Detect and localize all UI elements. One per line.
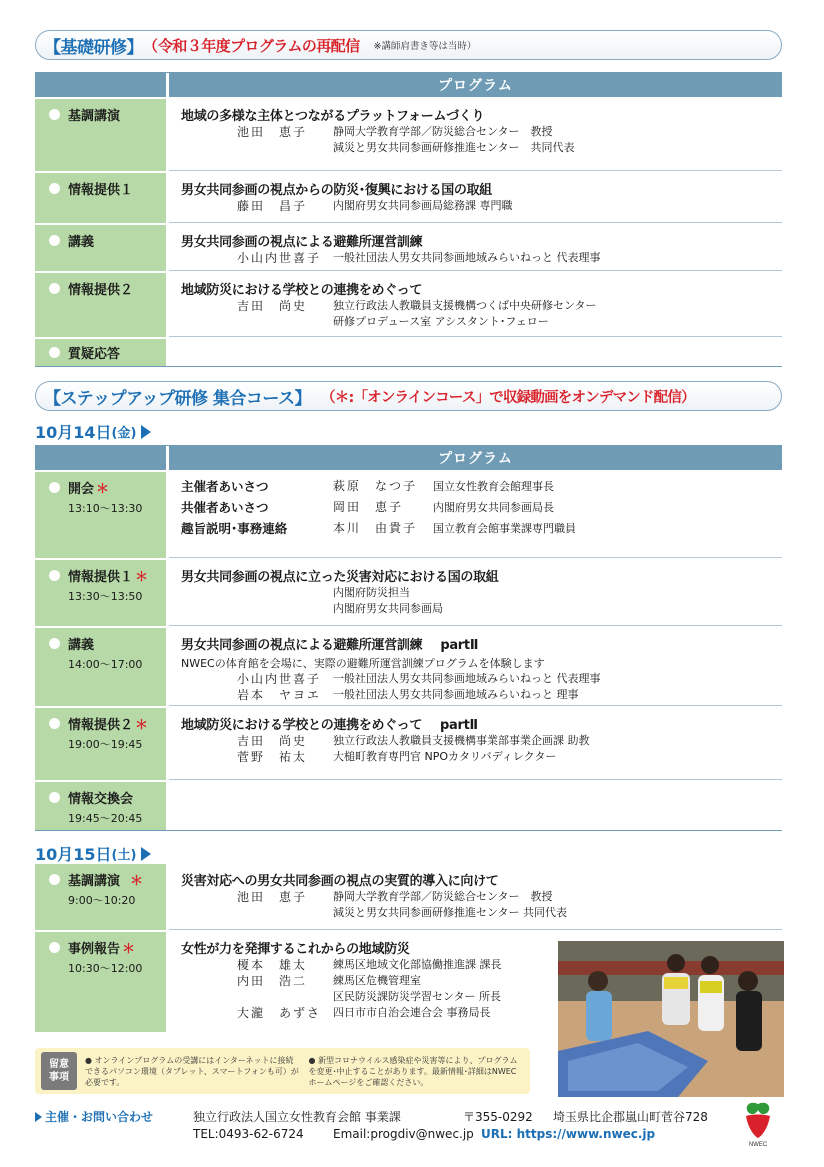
table-row [35, 171, 782, 223]
basic-training-subtitle: 令和３年度プログラムの再配信 [158, 36, 360, 55]
bullet-icon [49, 109, 60, 120]
row-label: 基調講演 [68, 874, 121, 889]
table-row [35, 558, 782, 626]
bullet-icon [49, 792, 60, 803]
asterisk-icon: ＊ [130, 874, 144, 889]
speaker-affiliation: 一般社団法人男女共同参画地域みらいねっと 理事 [333, 688, 579, 701]
speaker-affiliation: 独立行政法人教職員支援機構事業部事業企画課 助教 [333, 734, 590, 747]
speaker-name: 池田 恵子 [237, 125, 308, 139]
date-text: 10月15日 [35, 845, 112, 864]
row-label: 講義 [68, 638, 95, 653]
speaker-affiliation: 国立女性教育会館理事長 [433, 480, 554, 493]
notice-text: ● オンラインプログラムの受講にはインターネットに接続できるパソコン環境（タブレット、スマートフォンも可）が必要です。 [85, 1055, 299, 1087]
speaker-affiliation: 静岡大学教育学部／防災総合センター 教授 [333, 890, 553, 903]
session-title: 男女共同参画の視点に立った災害対応における国の取組 [181, 570, 499, 585]
day1-program-table [35, 445, 782, 831]
table-row [35, 780, 782, 830]
nwec-logo [738, 1098, 778, 1148]
session-title: 地域防災における学校との連携をめぐって [181, 718, 423, 733]
session-time: 19:00～19:45 [68, 738, 143, 751]
table-row [35, 97, 782, 171]
speaker-affiliation: 大槌町教育専門官 NPOカタリバディレクター [333, 750, 557, 763]
speaker-name: 小山内世喜子 [237, 251, 322, 265]
speaker-name: 内田 浩二 [237, 974, 308, 988]
session-time: 19:45～20:45 [68, 812, 143, 825]
speaker-affiliation: 四日市市自治会連合会 事務局長 [333, 1006, 491, 1019]
arrow-right-icon [141, 847, 151, 861]
bullet-icon [49, 570, 60, 581]
speaker-name: 吉田 尚史 [237, 734, 308, 748]
table-row [35, 271, 782, 337]
program-header: プログラム [169, 446, 782, 470]
bullet-icon [49, 347, 60, 358]
training-photo [558, 941, 784, 1097]
speaker-affiliation: 静岡大学教育学部／防災総合センター 教授 [333, 125, 553, 138]
role: 主催者あいさつ [181, 479, 269, 494]
row-label: 情報提供１ [68, 183, 134, 198]
organization: 内閣府防災担当 [333, 586, 410, 599]
role: 趣旨説明･事務連絡 [181, 521, 288, 536]
bullet-icon [49, 183, 60, 194]
role: 共催者あいさつ [181, 500, 269, 515]
table-row [35, 864, 782, 930]
date-text: 10月14日 [35, 423, 112, 442]
notice-text: ● 新型コロナウイルス感染症や災害等により、プログラムを変更･中止することがあります。最新情報･詳細はNWECホームページをご確認ください。 [308, 1055, 518, 1087]
session-time: 9:00～10:20 [68, 894, 136, 907]
speaker-name: 菅野 祐太 [237, 750, 308, 764]
speaker-name: 池田 恵子 [237, 890, 308, 904]
session-part: partⅡ [440, 718, 478, 733]
stepup-training-header [35, 381, 782, 411]
session-description: NWECの体育館を会場に、実際の避難所運営訓練プログラムを体験します [181, 657, 545, 670]
session-part: partⅡ [440, 638, 479, 653]
row-label: 事例報告 [68, 942, 121, 957]
stepup-training-title: 【ステップアップ研修 集合コース】 [44, 388, 312, 409]
contact-label: 主催・お問い合わせ [35, 1108, 153, 1125]
row-label: 情報提供２ [68, 283, 134, 298]
table-row [35, 337, 782, 366]
session-title: 男女共同参画の視点による避難所運営訓練 [181, 235, 423, 250]
paren-open: （ [143, 36, 159, 55]
svg-text:NWEC: NWEC [748, 1142, 768, 1148]
basic-training-title: 【基礎研修】 [44, 37, 143, 58]
bullet-icon [49, 942, 60, 953]
speaker-affiliation: 国立教育会館事業課専門職員 [433, 522, 576, 535]
day1-date [35, 420, 151, 443]
website-link[interactable]: URL: https://www.nwec.jp [481, 1127, 656, 1141]
weekday-text: (土) [111, 848, 137, 863]
speaker-affiliation-extra: 研修プロデュース室 アシスタント･フェロー [333, 315, 549, 328]
arrow-right-icon [35, 1112, 42, 1122]
arrow-right-icon [141, 425, 151, 439]
session-title: 地域の多様な主体とつながるプラットフォームづくり [181, 109, 485, 124]
row-label: 質疑応答 [68, 347, 121, 362]
speaker-name: 藤田 昌子 [237, 199, 308, 213]
session-time: 14:00～17:00 [68, 658, 143, 671]
speaker-affiliation: 練馬区危機管理室 [333, 974, 421, 987]
speaker-affiliation: 練馬区地域文化部協働推進課 課長 [333, 958, 502, 971]
row-label: 情報提供１ [68, 570, 134, 585]
speaker-name: 本川 由貴子 [333, 521, 418, 535]
table-row [35, 470, 782, 558]
speaker-name: 榎本 雄太 [237, 958, 308, 972]
speaker-name: 小山内世喜子 [237, 672, 322, 686]
address: 埼玉県比企郡嵐山町菅谷728 [553, 1110, 708, 1124]
speaker-affiliation: 内閣府男女共同参画局総務課 専門職 [333, 199, 513, 212]
basic-training-header [35, 30, 782, 60]
speaker-name: 岩本 ヤヨエ [237, 688, 322, 702]
session-title: 女性が力を発揮するこれからの地域防災 [181, 942, 410, 957]
notice-badge: 留意 事項 [41, 1052, 77, 1090]
basic-training-note: ※講師肩書き等は当時） [373, 41, 477, 52]
organization-name: 独立行政法人国立女性教育会館 事業課 [193, 1110, 401, 1124]
bullet-icon [49, 874, 60, 885]
session-time: 13:10～13:30 [68, 502, 143, 515]
speaker-name: 岡田 恵子 [333, 500, 404, 514]
row-label: 基調講演 [68, 109, 121, 124]
speaker-name: 大瀧 あずさ [237, 1006, 322, 1020]
session-title: 災害対応への男女共同参画の視点の実質的導入に向けて [181, 874, 499, 889]
asterisk-icon: ＊ [96, 482, 110, 497]
stepup-training-note: （＊:「オンラインコース」で収録動画をオンデマンド配信） [321, 389, 695, 406]
table-row [35, 626, 782, 706]
speaker-affiliation-extra: 減災と男女共同参画研修推進センター 共同代表 [333, 906, 568, 919]
table-row [35, 223, 782, 271]
speaker-affiliation: 独立行政法人教職員支援機構つくば中央研修センター [333, 299, 597, 312]
bullet-icon [49, 482, 60, 493]
session-time: 10:30～12:00 [68, 962, 143, 975]
session-title: 男女共同参画の視点による避難所運営訓練 [181, 638, 423, 653]
speaker-affiliation-extra: 減災と男女共同参画研修推進センター 共同代表 [333, 141, 575, 154]
weekday-text: (金) [111, 426, 137, 441]
asterisk-icon: ＊ [135, 570, 149, 585]
speaker-affiliation: 内閣府男女共同参画局長 [433, 501, 554, 514]
asterisk-icon: ＊ [135, 718, 149, 733]
row-label: 情報交換会 [68, 792, 134, 807]
basic-program-table [35, 72, 782, 367]
bullet-icon [49, 283, 60, 294]
speaker-affiliation: 一般社団法人男女共同参画地域みらいねっと 代表理事 [333, 672, 601, 685]
email-link[interactable]: Email:progdiv@nwec.jp [333, 1127, 474, 1141]
row-label: 講義 [68, 235, 95, 250]
session-time: 13:30～13:50 [68, 590, 143, 603]
bullet-icon [49, 718, 60, 729]
phone-number: TEL:0493-62-6724 [193, 1127, 304, 1141]
speaker-name: 萩原 なつ子 [333, 479, 418, 493]
asterisk-icon: ＊ [122, 942, 136, 957]
speaker-affiliation: 一般社団法人男女共同参画地域みらいねっと 代表理事 [333, 251, 601, 264]
speaker-name: 吉田 尚史 [237, 299, 308, 313]
notice-box [35, 1048, 530, 1094]
speaker-affiliation-extra: 区民防災課防災学習センター 所長 [333, 990, 502, 1003]
day2-date [35, 842, 151, 865]
program-header: プログラム [169, 73, 782, 97]
bullet-icon [49, 235, 60, 246]
session-title: 男女共同参画の視点からの防災･復興における国の取組 [181, 183, 493, 198]
table-row [35, 706, 782, 780]
postal-code: 〒355-0292 [463, 1110, 533, 1124]
row-label: 情報提供２ [68, 718, 134, 733]
row-label: 開会 [68, 482, 95, 497]
session-title: 地域防災における学校との連携をめぐって [181, 283, 423, 298]
organization: 内閣府男女共同参画局 [333, 602, 443, 615]
bullet-icon [49, 638, 60, 649]
